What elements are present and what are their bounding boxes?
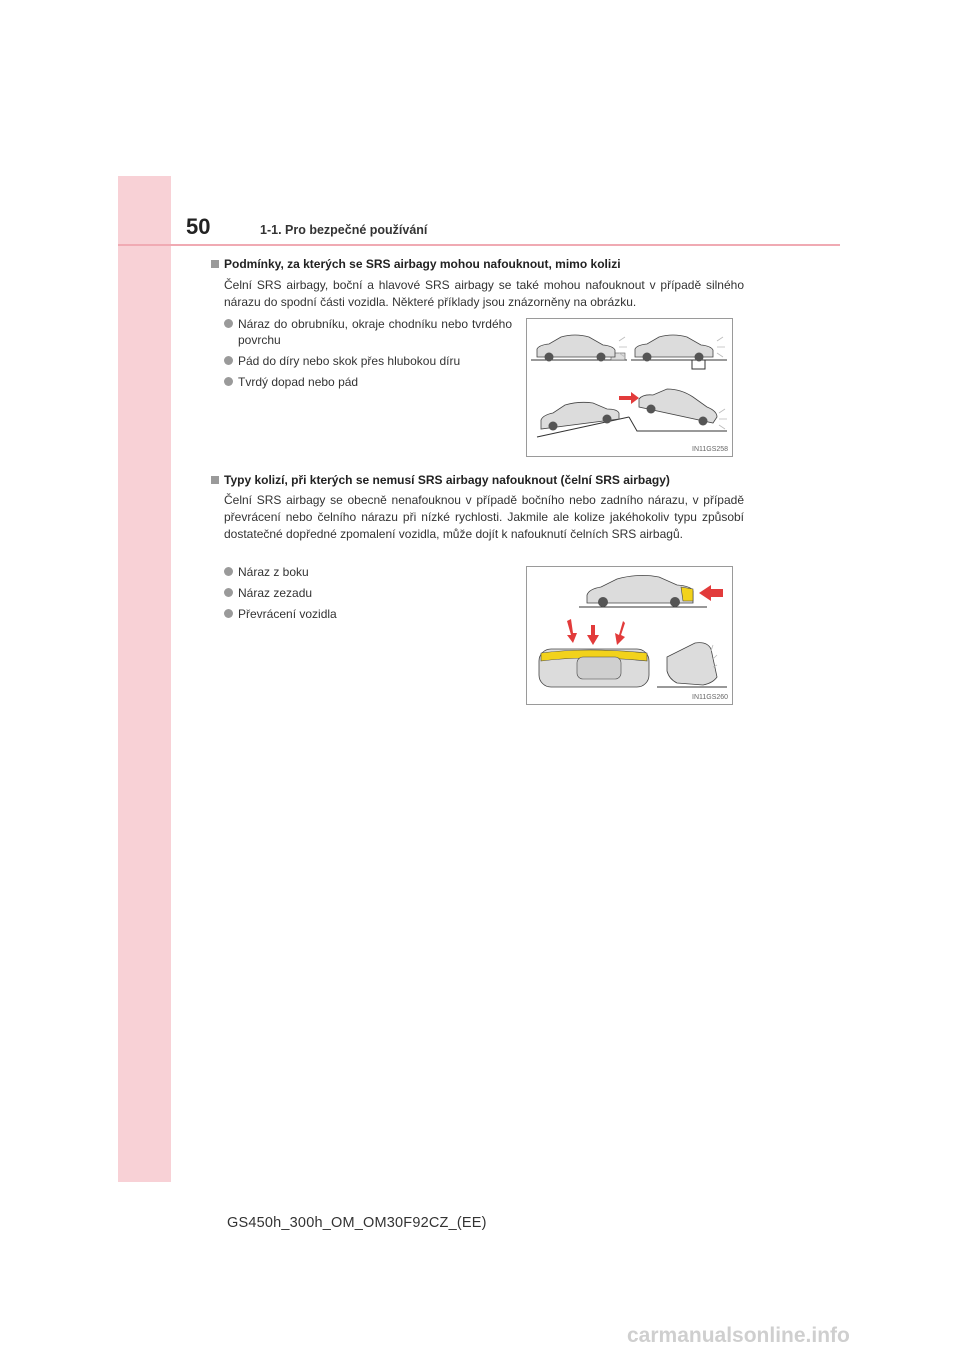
figure1-label: IN11GS258 — [692, 446, 729, 453]
figure-non-deploy-collisions — [526, 566, 733, 705]
document-code: GS450h_300h_OM_OM30F92CZ_(EE) — [227, 1215, 487, 1231]
bullet-icon — [224, 609, 233, 618]
figure2-label: IN11GS260 — [692, 694, 729, 701]
side-band — [118, 176, 171, 1182]
section2-heading-text: Typy kolizí, při kterých se nemusí SRS airbagy nafouknout (čelní SRS airbagy) — [224, 473, 670, 487]
header-rule — [118, 244, 840, 246]
list-item: Náraz z boku — [224, 564, 512, 580]
list-item: Pád do díry nebo skok přes hlubokou díru — [224, 353, 512, 369]
list-item: Tvrdý dopad nebo pád — [224, 374, 512, 390]
section1-heading-text: Podmínky, za kterých se SRS airbagy mohou nafouknout, mimo kolizi — [224, 257, 621, 271]
figure-underbody-impacts — [526, 318, 733, 457]
bullet-icon — [224, 319, 233, 328]
section-title: 1-1. Pro bezpečné používání — [260, 223, 428, 237]
underbody-impacts-illustration — [527, 319, 732, 456]
bullet-icon — [224, 377, 233, 386]
non-deploy-collisions-illustration — [527, 567, 732, 704]
page-number: 50 — [186, 214, 211, 239]
bullet-icon — [224, 588, 233, 597]
list-item: Náraz zezadu — [224, 585, 512, 601]
section1-heading — [211, 257, 621, 271]
watermark: carmanualsonline.info — [627, 1324, 850, 1347]
section2-heading — [211, 473, 670, 487]
square-bullet-icon — [211, 260, 219, 268]
bullet-icon — [224, 356, 233, 365]
section2-bullet-list — [224, 564, 512, 627]
section1-bullet-list — [224, 316, 512, 395]
section2-paragraph: Čelní SRS airbagy se obecně nenafouknou v případě bočního nebo zadního nárazu, v případě převrácení nebo čelního nárazu při nízké rychlosti. Jakmile ale kolize jakéhokoliv typu způsobí dostatečné dopředné zpomalení vozidla, může dojít k nafouknutí čelních SRS airbagů. — [224, 493, 744, 541]
list-item: Převrácení vozidla — [224, 606, 512, 622]
section1-paragraph: Čelní SRS airbagy, boční a hlavové SRS airbagy se také mohou nafouknout v případě silného nárazu do spodní části vozidla. Některé příklady jsou znázorněny na obrázku. — [224, 278, 744, 309]
bullet-icon — [224, 567, 233, 576]
list-item: Náraz do obrubníku, okraje chodníku nebo tvrdého povrchu — [224, 316, 512, 348]
square-bullet-icon — [211, 476, 219, 484]
